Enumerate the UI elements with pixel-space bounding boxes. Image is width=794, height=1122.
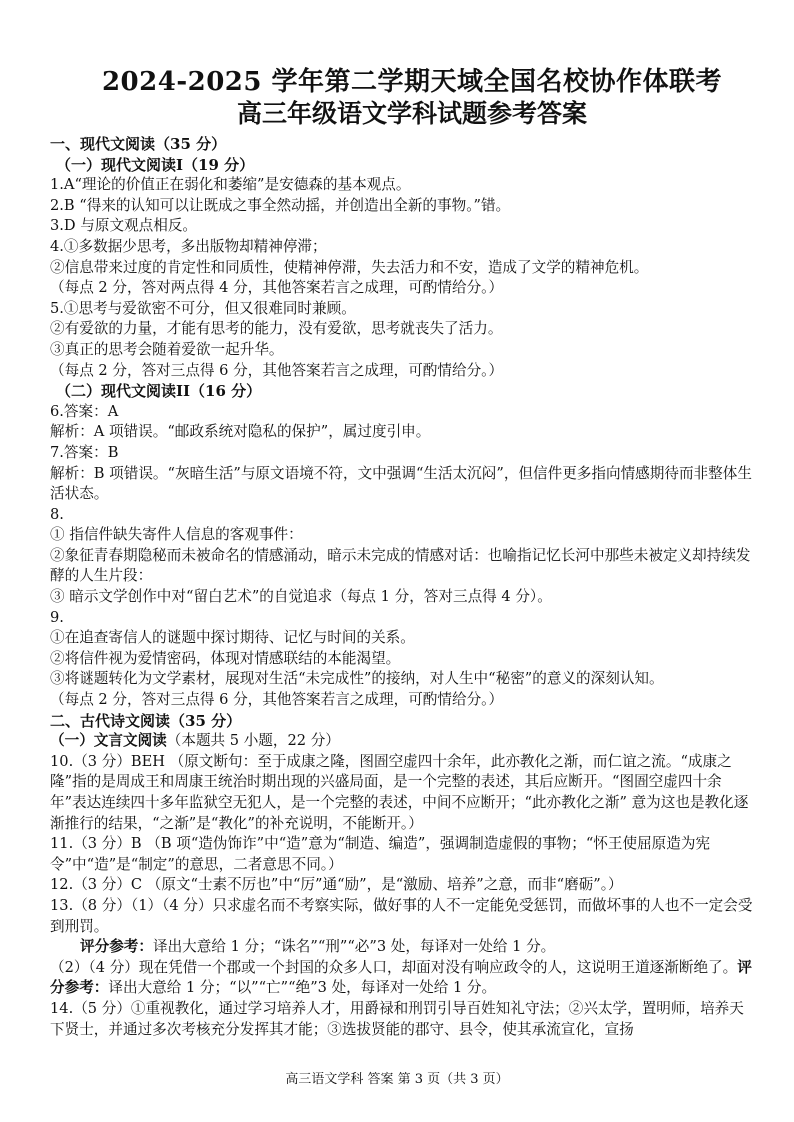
scoring-note [50,937,754,958]
answer-line: ③ 暗示文学创作中对“留白艺术”的自觉追求（每点 1 分，答对三点得 4 分）。 [50,588,552,606]
answer-text: （2）（4 分）现在凭借一个郡或一个封国的众多人口，却面对没有响应政令的人，这说明王道逐渐断绝了。 [50,958,738,976]
answer-line: 10.（3 分）BEH （原文断句：至于成康之隆，图圄空虚四十余年，此亦教化之渐，而仁谊之流。“成康之隆”指的是周成王和周康王统治时期出现的兴盛局面，是一个完整的表述，其后应断开。“图圄空虚四十余年”表达连续四十多年监狱空无犯人，是一个完整的表述，中间不应断开；“此亦教化之渐” 意为这也是教化逐渐推行的结果，“之渐”是“教化”的补充说明，不能断开。） [50,752,749,832]
subsection-heading-reading-2: （二）现代文阅读II（16 分） [56,382,262,401]
answer-line: （每点 2 分，答对三点得 6 分，其他答案若言之成理，可酌情给分。） [50,361,504,379]
answer-line: 8. [50,505,64,523]
subsection-note: （本题共 5 小题，22 分） [166,732,340,750]
answer-line: ③真正的思考会随着爱欲一起升华。 [50,340,284,358]
scoring-label: 评分参考： [80,938,153,956]
answer-line: 7.答案：B [50,443,119,461]
answer-line: 6.答案：A [50,402,119,420]
section-heading-modern-reading: 一、现代文阅读（35 分） [50,135,227,153]
answer-line: 3.D 与原文观点相反。 [50,217,198,235]
answer-line: 12.（3 分）C （原文“士素不厉也”中“厉”通“励”，是“激励、培养”之意，而非“磨砺”。） [50,876,623,894]
answer-line: 5.①思考与爱欲密不可分，但又很难同时兼顾。 [50,299,356,317]
answer-line: ③将谜题转化为文学素材，展现对生活“未完成性”的接纳，对人生中“秘密”的意义的深刻认知。 [50,670,664,688]
answer-line: ①在追查寄信人的谜题中探讨期待、记忆与时间的关系。 [50,629,415,647]
document-title: 2024-2025 学年第二学期天域全国名校协作体联考 [101,67,723,97]
answer-line: 解析：B 项错误。“灰暗生活”与原文语境不符，文中强调“生活太沉闷”，但信件更多指向情感期待而非整体生活状态。 [50,464,752,503]
answer-line: ① 指信件缺失寄件人信息的客观事件： [50,526,303,544]
subsection-heading-classical-prose [50,731,754,752]
answer-line: ②象征青春期隐秘而未被命名的情感涌动，暗示未完成的情感对话：也喻指记忆长河中那些未被定义却持续发酵的人生片段： [50,546,751,585]
answer-line: 4.①多数据少思考，多出版物却精神停滞； [50,237,327,255]
answer-line: 解析：A 项错误。“邮政系统对隐私的保护”，属过度引申。 [50,423,431,441]
answer-line: 13.（8 分）（1）（4 分）只求虚名而不考察实际，做好事的人不一定能免受惩罚，而做坏事的人也不一定会受到刑罚。 [50,896,753,935]
subsection-heading-reading-1: （一）现代文阅读Ⅰ（19 分） [56,155,255,174]
answer-line: 2.B “得来的认知可以让既成之事全然动摇，并创造出全新的事物。”错。 [50,196,511,214]
document-subtitle: 高三年级语文学科试题参考答案 [236,99,587,128]
scoring-text: 译出大意给 1 分；“诛名”“刑”“必”3 处，每译对一处给 1 分。 [152,938,556,956]
answer-line: 1.A“理论的价值正在弱化和萎缩”是安德森的基本观点。 [50,176,411,194]
page-footer: 高三语文学科 答案 第 3 页（共 3 页） [285,1072,509,1087]
answer-line: ②有爱欲的力量，才能有思考的能力，没有爱欲，思考就丧失了活力。 [50,320,503,338]
answer-line: （每点 2 分，答对两点得 4 分，其他答案若言之成理，可酌情给分。） [50,279,504,297]
answer-line: ②将信件视为爱情密码，体现对情感联结的本能渴望。 [50,649,401,667]
answer-line: （每点 2 分，答对三点得 6 分，其他答案若言之成理，可酌情给分。） [50,691,504,709]
answer-line: 14.（5 分）①重视教化，通过学习培养人才，用爵禄和刑罚引导百姓知礼守法；②兴太学，置明师，培养天下贤士，并通过多次考核充分发挥其才能；③选拔贤能的郡守、县令，使其承流宣化，宣扬 [50,999,744,1038]
subsection-title: （一）文言文阅读 [50,732,167,750]
answer-line: 11.（3 分）B （B 项“造伪饰诈”中“造”意为“制造、编造”，强调制造虚假的事物；“怀王使屈原造为宪令”中“造”是“制定”的意思，二者意思不同。） [50,835,711,873]
answer-line: 9. [50,608,64,626]
answer-line [50,958,754,999]
scoring-text: 译出大意给 1 分；“以”“亡”“绝”3 处，每译对一处给 1 分。 [108,979,497,997]
scoring-label: 评分参考： [50,958,752,997]
answer-line: ②信息带来过度的肯定性和同质性，使精神停滞，失去活力和不安，造成了文学的精神危机。 [50,258,649,276]
section-heading-classical: 二、古代诗文阅读（35 分） [50,711,242,730]
